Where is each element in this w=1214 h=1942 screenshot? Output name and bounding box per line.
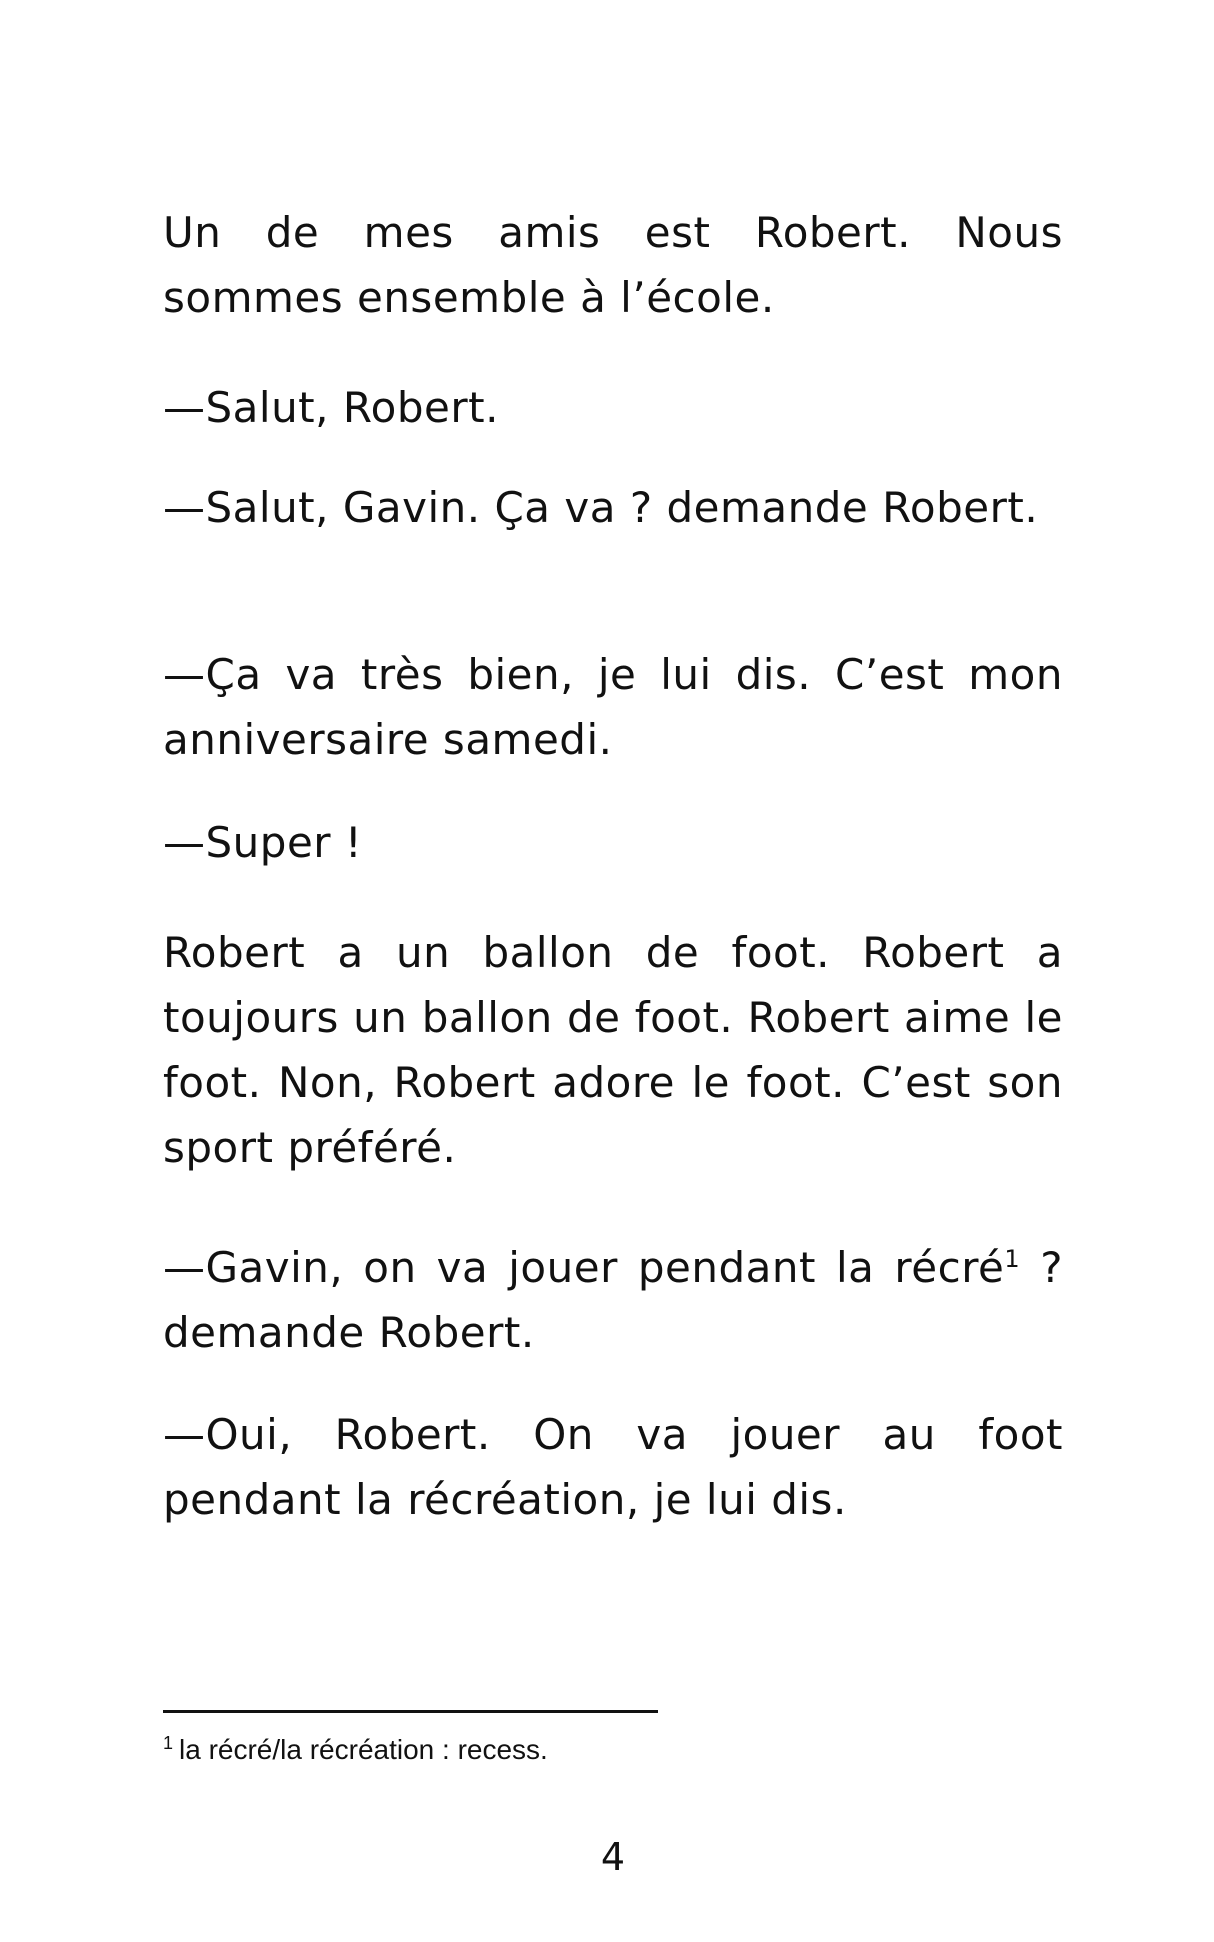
- paragraph-dialogue-recre: [163, 1235, 1063, 1365]
- footnote-reference-marker[interactable]: 1: [1004, 1245, 1021, 1273]
- book-page: [163, 0, 1063, 1942]
- footnote-divider: [163, 1710, 658, 1713]
- paragraph-dialogue-super: —Super !: [163, 818, 363, 867]
- page-number: 4: [600, 1835, 626, 1879]
- paragraph-dialogue-birthday: —Ça va très bien, je lui dis. C’est mon anniversaire samedi.: [163, 650, 1063, 764]
- paragraph-text-before-marker: —Gavin, on va jouer pendant la récré: [163, 1243, 1005, 1292]
- footnote: [163, 1730, 548, 1770]
- paragraph-text-after-marker: ? demande Robert.: [163, 1243, 1063, 1357]
- paragraph-dialogue-salut-gavin: —Salut, Gavin. Ça va ? demande Robert.: [163, 483, 1039, 532]
- paragraph-dialogue-salut-robert: —Salut, Robert.: [163, 383, 499, 432]
- paragraph-dialogue-recreation: —Oui, Robert. On va jouer au foot pendant la récréation, je lui dis.: [163, 1410, 1063, 1524]
- paragraph-narration-football: Robert a un ballon de foot. Robert a toujours un ballon de foot. Robert aime le foot. Non, Robert adore le foot. C’est son sport préféré.: [163, 928, 1063, 1172]
- footnote-text: la récré/la récréation : recess.: [179, 1734, 548, 1765]
- paragraph-narration-friend: Un de mes amis est Robert. Nous sommes ensemble à l’école.: [163, 208, 1063, 322]
- footnote-marker: 1: [163, 1732, 174, 1753]
